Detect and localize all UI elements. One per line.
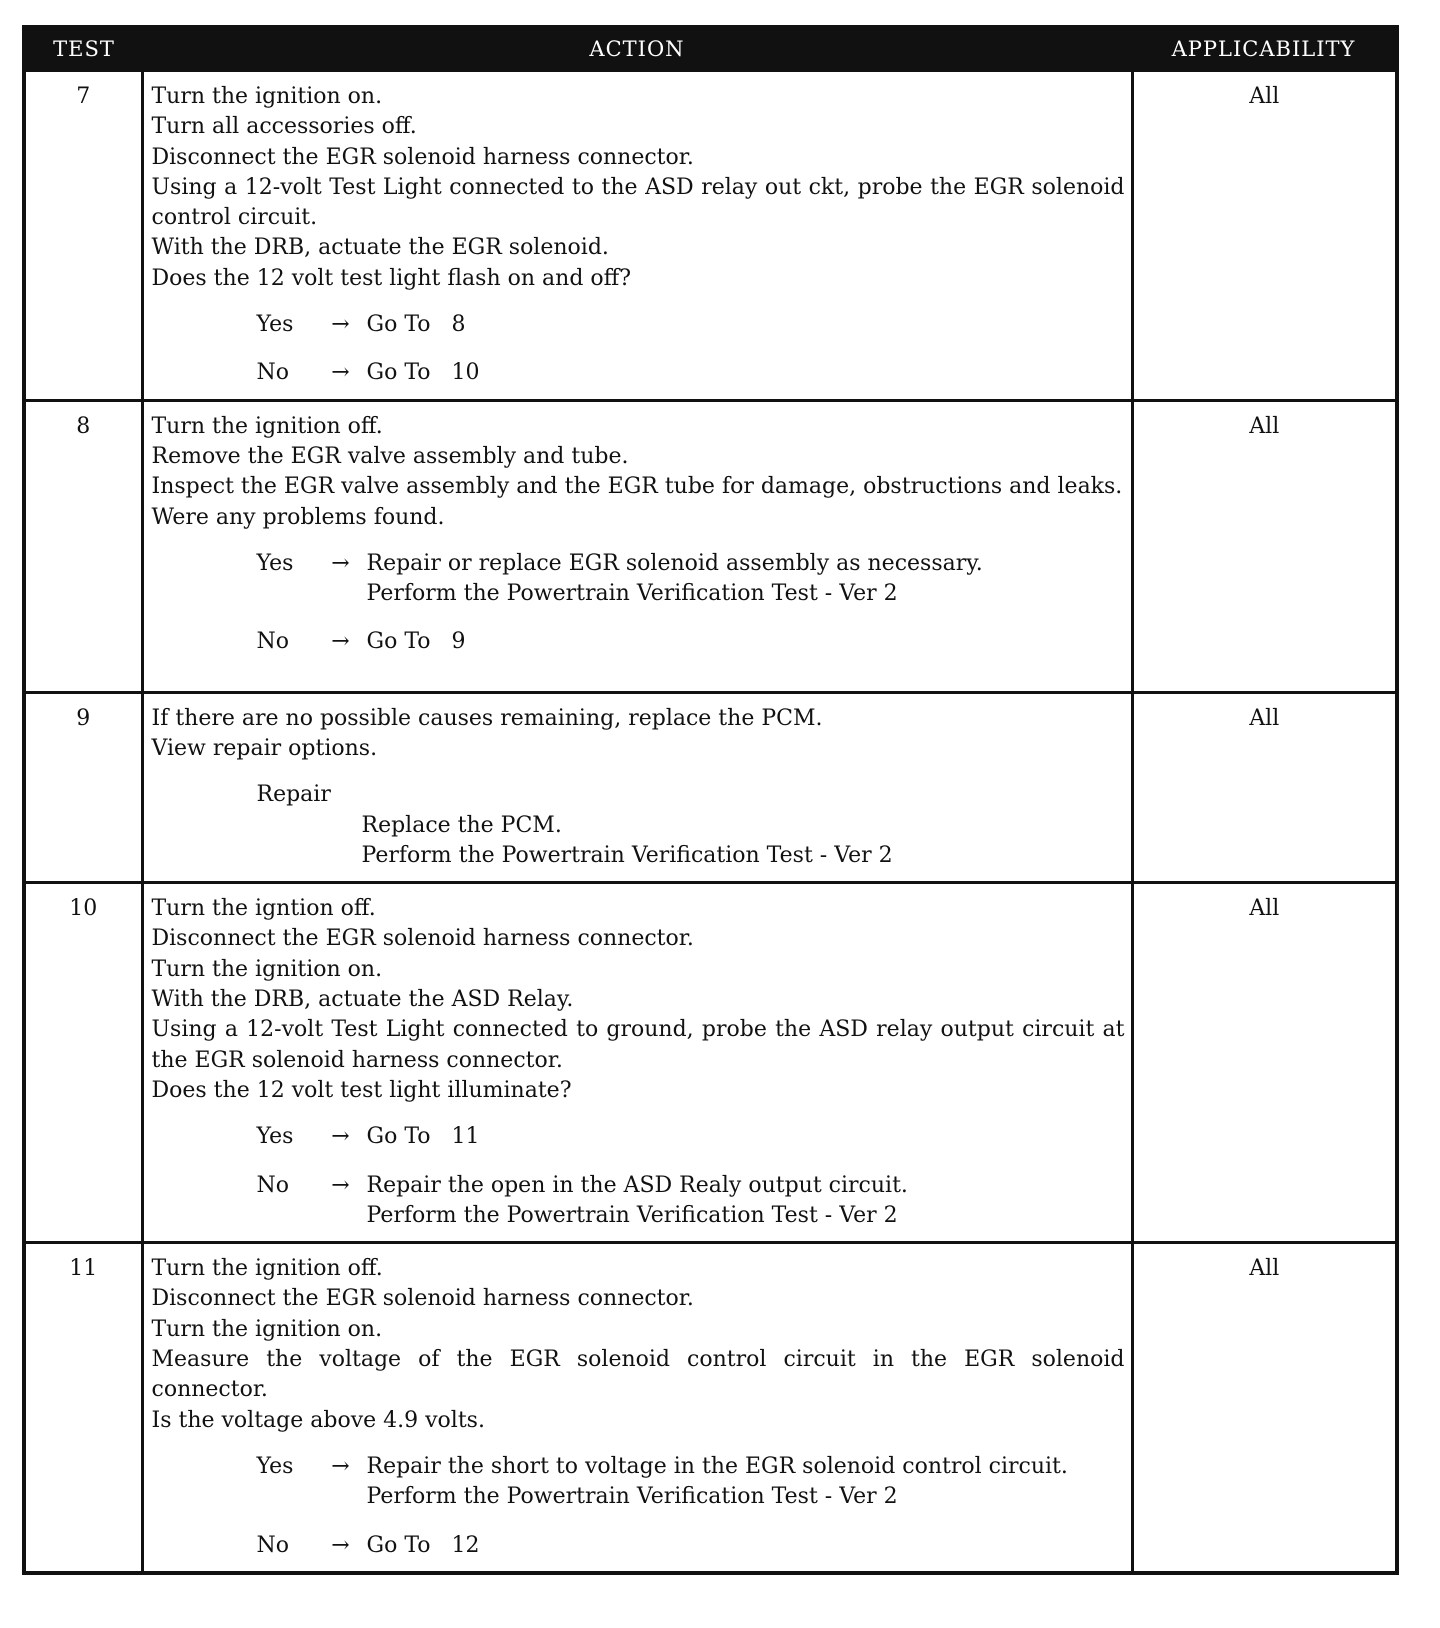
outcome-label: Yes — [256, 312, 294, 338]
action-step: Is the voltage above 4.9 volts. — [151, 1407, 485, 1433]
repair-line: Perform the Powertrain Verification Test - Ver 2 — [361, 842, 893, 868]
outcome-line: Repair the short to voltage in the EGR solenoid control circuit. — [366, 1453, 1068, 1479]
action-step: Turn all accessories off. — [151, 114, 417, 140]
outcome-label: Yes — [256, 1453, 294, 1479]
outcome-no — [152, 627, 1125, 657]
action-step: Turn the ignition on. — [151, 1316, 383, 1342]
action-cell — [142, 883, 1132, 1243]
action-step: Turn the ignition on. — [151, 84, 383, 109]
action-step: Using a 12-volt Test Light connected to ground, probe the ASD relay output circuit at the EGR solenoid harness connector. — [151, 1017, 1125, 1073]
outcome-text — [367, 1122, 1125, 1152]
arrow-right-icon: → — [331, 1453, 350, 1479]
outcome-label: No — [256, 1172, 289, 1198]
repair-block — [152, 780, 1125, 871]
outcome-line: Go To 11 — [366, 1124, 480, 1150]
action-cell — [142, 71, 1132, 401]
outcome-line: Go To 8 — [366, 312, 466, 338]
test-number: 10 — [24, 883, 142, 1243]
outcome-line: Go To 10 — [366, 360, 480, 386]
action-step: View repair options. — [151, 735, 378, 761]
outcome-text — [367, 310, 1125, 340]
repair-line: Replace the PCM. — [361, 812, 562, 838]
outcome-no — [152, 1171, 1125, 1232]
outcome-yes — [152, 549, 1125, 610]
outcome-no — [152, 358, 1125, 388]
test-number: 11 — [24, 1243, 142, 1573]
action-cell — [142, 1243, 1132, 1573]
applicability-cell: All — [1132, 692, 1397, 882]
header-applicability: APPLICABILITY — [1132, 27, 1397, 71]
outcome-text — [367, 1531, 1125, 1561]
applicability-cell: All — [1132, 883, 1397, 1243]
test-number: 8 — [24, 400, 142, 692]
outcome-label: Yes — [256, 550, 294, 576]
outcome-yes — [152, 310, 1125, 340]
outcome-no — [152, 1531, 1125, 1561]
action-step: Turn the igntion off. — [151, 896, 376, 922]
repair-title: Repair — [256, 782, 331, 808]
outcome-line: Go To 12 — [366, 1532, 480, 1558]
action-step: Remove the EGR valve assembly and tube. — [151, 443, 629, 469]
outcome-text — [367, 1171, 1125, 1232]
outcome-list — [152, 310, 1125, 389]
arrow-right-icon: → — [331, 312, 350, 338]
test-row-11 — [24, 1243, 1397, 1573]
outcome-line: Go To 9 — [366, 629, 466, 655]
header-row — [24, 27, 1397, 71]
applicability-cell: All — [1132, 400, 1397, 692]
action-step: Using a 12-volt Test Light connected to the ASD relay out ckt, probe the EGR solenoid control circuit. — [151, 174, 1125, 231]
outcome-text — [367, 627, 1125, 657]
outcome-list — [152, 549, 1125, 658]
repair-lines — [257, 811, 1125, 872]
action-cell — [142, 692, 1132, 882]
action-step: Disconnect the EGR solenoid harness connector. — [151, 1286, 694, 1312]
arrow-right-icon: → — [331, 550, 350, 576]
outcome-label: No — [256, 1532, 289, 1558]
outcome-label: Yes — [256, 1124, 294, 1150]
action-step: Does the 12 volt test light illuminate? — [151, 1077, 572, 1103]
diagnostic-test-table — [22, 25, 1399, 1575]
outcome-line: Perform the Powertrain Verification Test - Ver 2 — [366, 1202, 898, 1228]
action-step: Does the 12 volt test light flash on and off? — [151, 265, 632, 291]
outcome-list — [152, 1452, 1125, 1561]
outcome-label: No — [256, 360, 289, 386]
action-step: Inspect the EGR valve assembly and the EGR tube for damage, obstructions and leaks. — [151, 474, 1123, 500]
action-step: Were any problems found. — [151, 504, 445, 530]
header-test: TEST — [24, 27, 142, 71]
test-row-10 — [24, 883, 1397, 1243]
action-step: Turn the ignition off. — [151, 413, 383, 439]
outcome-line: Repair the open in the ASD Realy output circuit. — [366, 1172, 908, 1198]
action-step: Turn the ignition off. — [151, 1256, 383, 1282]
arrow-right-icon: → — [331, 629, 350, 655]
outcome-line: Repair or replace EGR solenoid assembly as necessary. — [366, 550, 983, 576]
test-row-9 — [24, 692, 1397, 882]
outcome-yes — [152, 1122, 1125, 1152]
arrow-right-icon: → — [331, 1124, 350, 1150]
action-step: Disconnect the EGR solenoid harness connector. — [151, 926, 694, 952]
table-body — [24, 71, 1397, 1573]
outcome-text — [367, 358, 1125, 388]
test-row-7 — [24, 71, 1397, 401]
outcome-label: No — [256, 629, 289, 655]
table-header — [24, 27, 1397, 71]
arrow-right-icon: → — [331, 360, 350, 386]
applicability-cell: All — [1132, 71, 1397, 401]
outcome-list — [152, 1122, 1125, 1231]
action-cell — [142, 400, 1132, 692]
applicability-cell: All — [1132, 1243, 1397, 1573]
action-step: Disconnect the EGR solenoid harness connector. — [151, 144, 694, 170]
action-step: With the DRB, actuate the EGR solenoid. — [151, 235, 609, 261]
outcome-line: Perform the Powertrain Verification Test - Ver 2 — [366, 581, 898, 607]
outcome-text — [367, 1452, 1125, 1513]
arrow-right-icon: → — [331, 1172, 350, 1198]
action-step: Measure the voltage of the EGR solenoid control circuit in the EGR solenoid connector. — [151, 1347, 1125, 1403]
outcome-text — [367, 549, 1125, 610]
action-step: With the DRB, actuate the ASD Relay. — [151, 987, 574, 1013]
arrow-right-icon: → — [331, 1532, 350, 1558]
test-number: 7 — [24, 71, 142, 401]
test-number: 9 — [24, 692, 142, 882]
test-row-8 — [24, 400, 1397, 692]
action-step: Turn the ignition on. — [151, 956, 383, 982]
outcome-line: Perform the Powertrain Verification Test - Ver 2 — [366, 1484, 898, 1510]
action-step: If there are no possible causes remaining, replace the PCM. — [151, 705, 823, 731]
header-action: ACTION — [142, 27, 1132, 71]
outcome-yes — [152, 1452, 1125, 1513]
